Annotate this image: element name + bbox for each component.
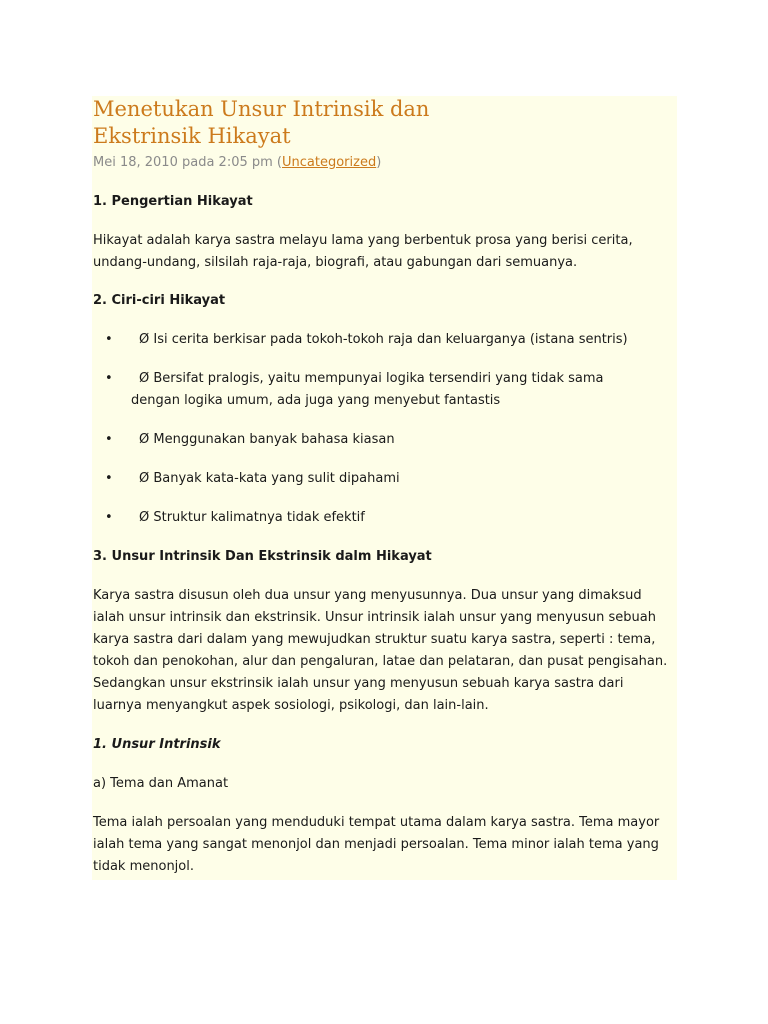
ciri-list bbox=[93, 329, 673, 529]
bullet-icon: • bbox=[105, 471, 113, 486]
subsection-body-tema: Tema ialah persoalan yang menduduki tempat utama dalam karya sastra. Tema mayor ialah tema yang sangat menonjol dan menjadi persoalan. Tema minor ialah tema yang tidak menonjol. bbox=[93, 815, 660, 874]
section-body-pengertian: Hikayat adalah karya sastra melayu lama yang berbentuk prosa yang berisi cerita, undang-undang, silsilah raja-raja, biografi, atau gabungan dari semuanya. bbox=[93, 233, 633, 270]
subsection-item-tema: a) Tema dan Amanat bbox=[93, 776, 229, 791]
list-item-text-continued: dengan logika umum, ada juga yang menyebut fantastis bbox=[131, 393, 501, 408]
post-meta bbox=[93, 153, 673, 173]
list-item bbox=[93, 507, 673, 529]
post-date: Mei 18, 2010 pada 2:05 pm ( bbox=[93, 155, 282, 170]
section-heading-ciri: 2. Ciri-ciri Hikayat bbox=[93, 293, 226, 308]
section-heading-unsur: 3. Unsur Intrinsik Dan Ekstrinsik dalm Hikayat bbox=[93, 549, 432, 564]
list-item bbox=[93, 468, 673, 490]
post-meta-close: ) bbox=[376, 155, 382, 170]
list-item-text: Ø Menggunakan banyak bahasa kiasan bbox=[139, 432, 395, 447]
bullet-icon: • bbox=[105, 510, 113, 525]
section-body-unsur: Karya sastra disusun oleh dua unsur yang menyusunnya. Dua unsur yang dimaksud ialah unsur intrinsik dan ekstrinsik. Unsur intrinsik ialah unsur yang menyusun sebuah karya sastra dari dalam yang mewujudkan struktur suatu karya sastra, seperti : tema, tokoh dan penokohan, alur dan pengaluran, latae dan pelataran, dan pusat pengisahan. Sedangkan unsur ekstrinsik ialah unsur yang menyusun sebuah karya sastra dari luarnya menyangkut aspek sosiologi, psikologi, dan lain-lain. bbox=[93, 588, 668, 713]
list-item-text: Ø Struktur kalimatnya tidak efektif bbox=[139, 510, 365, 525]
bullet-icon: • bbox=[105, 332, 113, 347]
list-item-text: Ø Bersifat pralogis, yaitu mempunyai logika tersendiri yang tidak sama bbox=[139, 371, 604, 386]
bullet-icon: • bbox=[105, 432, 113, 447]
subsection-heading-intrinsik: 1. Unsur Intrinsik bbox=[93, 737, 221, 752]
article-content bbox=[93, 96, 673, 878]
category-link[interactable]: Uncategorized bbox=[282, 155, 377, 170]
article-title-line2: Ekstrinsik Hikayat bbox=[93, 124, 291, 148]
article-title-line1: Menetukan Unsur Intrinsik dan bbox=[93, 97, 430, 121]
list-item-text: Ø Isi cerita berkisar pada tokoh-tokoh raja dan keluarganya (istana sentris) bbox=[139, 332, 628, 347]
article-title bbox=[93, 96, 673, 150]
bullet-icon: • bbox=[105, 371, 113, 386]
list-item bbox=[93, 329, 673, 351]
section-heading-pengertian: 1. Pengertian Hikayat bbox=[93, 194, 253, 209]
list-item bbox=[93, 429, 673, 451]
list-item bbox=[93, 368, 673, 412]
list-item-text: Ø Banyak kata-kata yang sulit dipahami bbox=[139, 471, 400, 486]
